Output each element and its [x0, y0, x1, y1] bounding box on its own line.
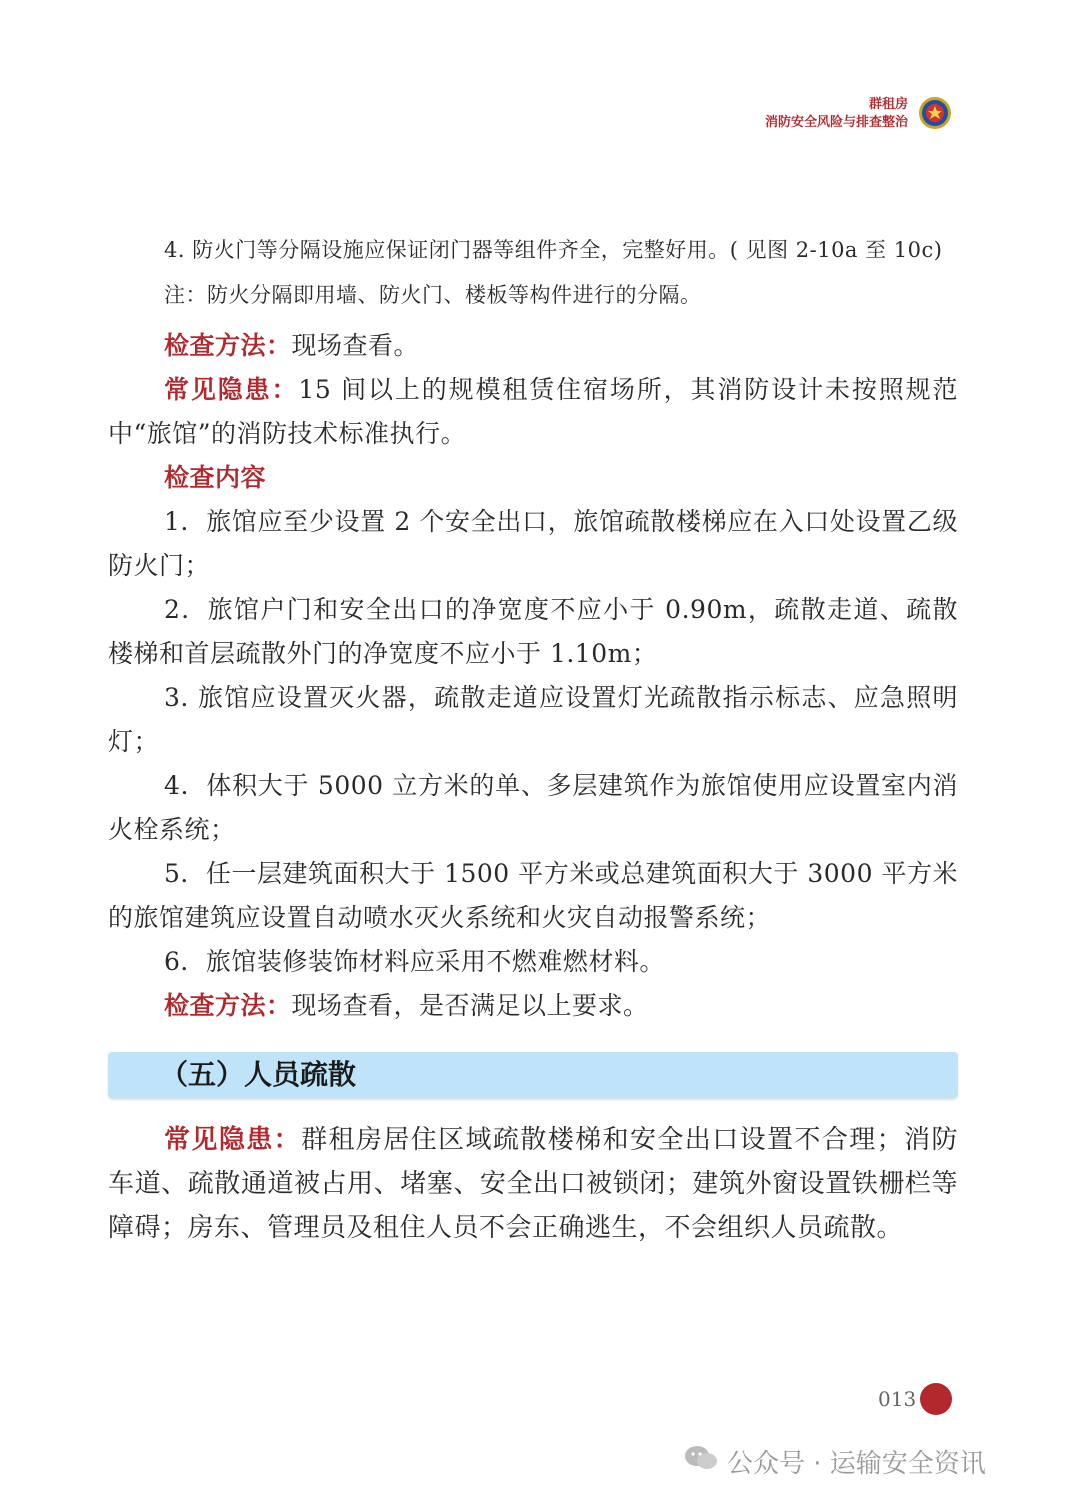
page-number: 013	[878, 1387, 917, 1411]
section-heading-bar	[108, 1052, 958, 1098]
watermark	[683, 1443, 986, 1480]
method-2-label: 检查方法：	[164, 991, 292, 1020]
hazard-1-text: 15 间以上的规模租赁住宿场所，其消防设计未按照规范中“旅馆”的消防技术标准执行。	[108, 375, 958, 448]
section-title: （五）人员疏散	[160, 1058, 357, 1091]
note-text: 注：防火分隔即用墙、防火门、楼板等构件进行的分隔。	[164, 283, 702, 307]
fire-emblem-icon	[918, 96, 952, 130]
list-item: 2．旅馆户门和安全出口的净宽度不应小于 0.90m，疏散走道、疏散楼梯和首层疏散外门的净宽度不应小于 1.10m；	[108, 595, 958, 668]
content-heading	[108, 456, 958, 500]
method-1	[108, 324, 958, 368]
hazard-1	[108, 368, 958, 456]
list-item: 5．任一层建筑面积大于 1500 平方米或总建筑面积大于 3000 平方米的旅馆建筑应设置自动喷水灭火系统和火灾自动报警系统；	[108, 859, 958, 932]
section-content	[108, 1118, 958, 1250]
header-subtitle: 消防安全风险与排查整治	[764, 115, 908, 130]
item-4-text: 4. 防火门等分隔设施应保证闭门器等组件齐全，完整好用。( 见图 2-10a 至 10c)	[164, 238, 943, 262]
header-title: 群租房	[868, 97, 908, 112]
section-hazard-label: 常见隐患：	[164, 1125, 302, 1155]
method-1-text: 现场查看。	[291, 331, 420, 360]
list-item: 6．旅馆装修装饰材料应采用不燃难燃材料。	[164, 947, 665, 976]
section-hazard	[108, 1118, 958, 1250]
list-item: 1．旅馆应至少设置 2 个安全出口，旅馆疏散楼梯应在入口处设置乙级防火门；	[108, 507, 958, 580]
method-1-label: 检查方法：	[164, 331, 292, 360]
hazard-1-label: 常见隐患：	[164, 375, 299, 404]
list-item: 3. 旅馆应设置灭火器，疏散走道应设置灯光疏散指示标志、应急照明灯；	[108, 683, 958, 756]
list-item: 4．体积大于 5000 立方米的单、多层建筑作为旅馆使用应设置室内消火栓系统；	[108, 771, 958, 844]
watermark-text: 公众号 · 运输安全资讯	[727, 1449, 986, 1479]
section-hazard-text: 群租房居住区域疏散楼梯和安全出口设置不合理；消防车道、疏散通道被占用、堵塞、安全出口被锁闭；建筑外窗设置铁栅栏等障碍；房东、管理员及租住人员不会正确逃生，不会组织人员疏散。	[108, 1125, 958, 1243]
page-marker-dot	[920, 1383, 952, 1415]
content-label: 检查内容	[164, 463, 267, 492]
method-2-text: 现场查看，是否满足以上要求。	[291, 991, 649, 1020]
method-2	[108, 984, 958, 1028]
main-content	[108, 228, 958, 1028]
wechat-icon	[683, 1444, 719, 1479]
